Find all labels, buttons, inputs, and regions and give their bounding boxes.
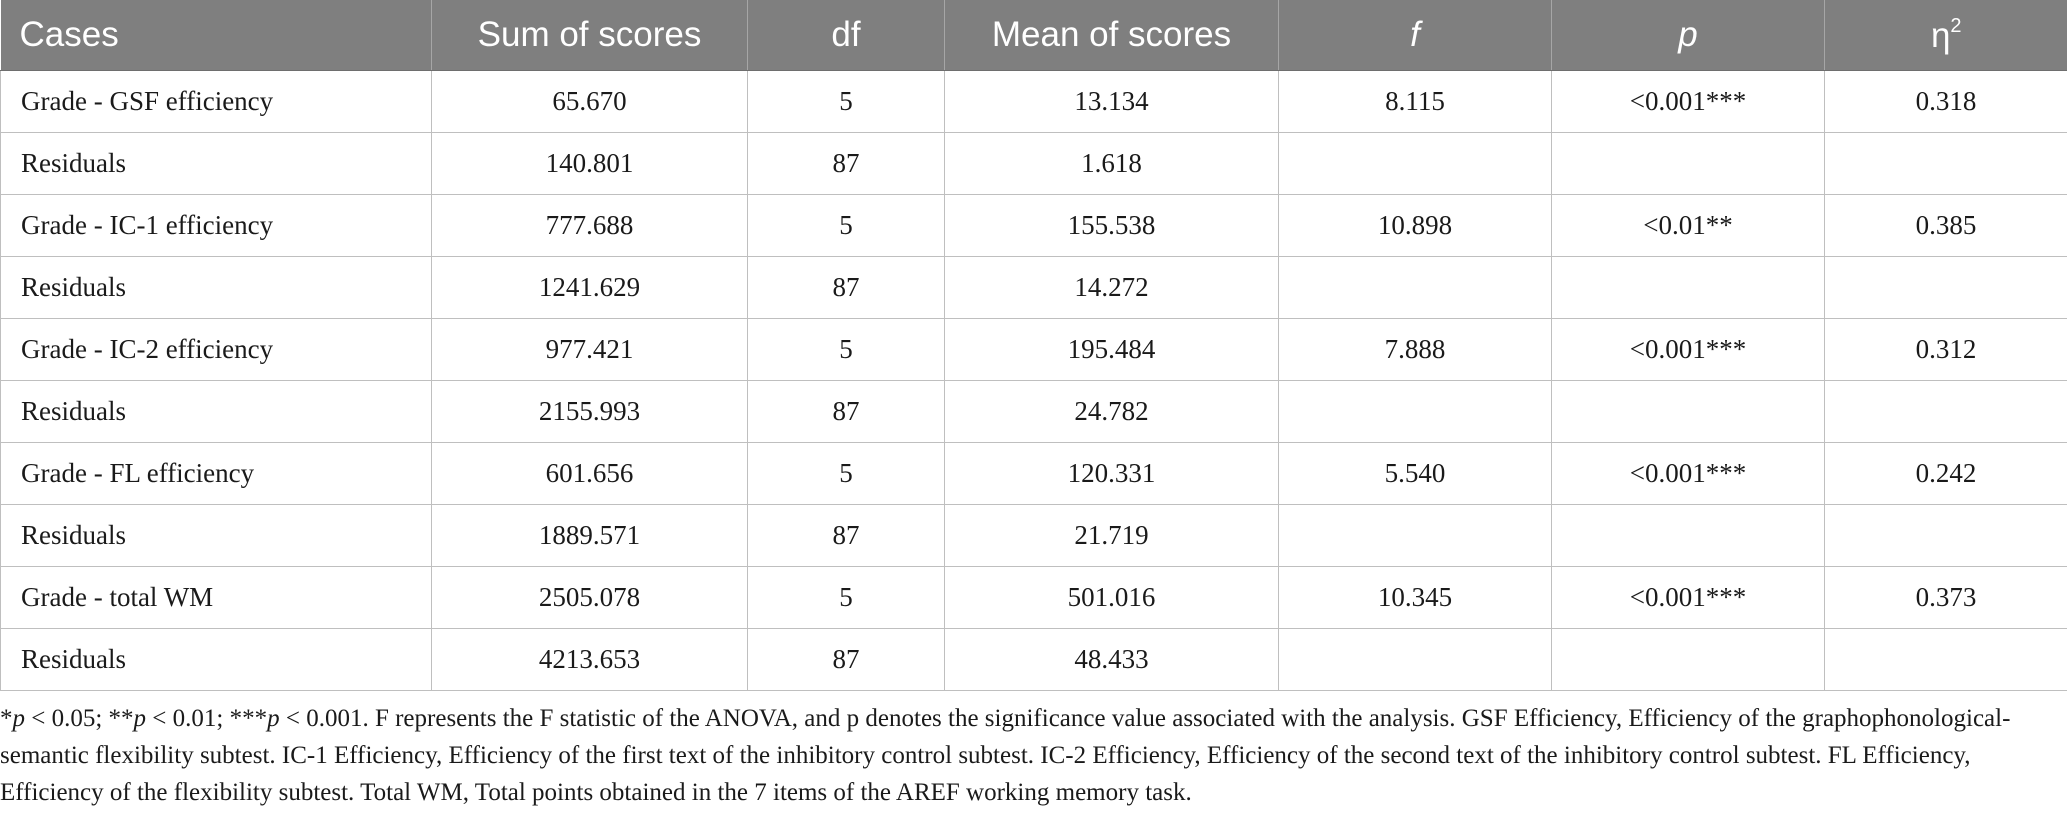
cell-case: Grade - GSF efficiency xyxy=(1,71,432,133)
table-row xyxy=(1,629,2067,691)
cell-p xyxy=(1552,133,1825,195)
cell-eta-squared: 0.242 xyxy=(1825,443,2067,505)
cell-case: Residuals xyxy=(1,257,432,319)
cell-eta-squared: 0.318 xyxy=(1825,71,2067,133)
cell-p xyxy=(1552,505,1825,567)
footnote-text-2: < 0.01; *** xyxy=(146,705,268,732)
table-footnote xyxy=(0,700,2060,811)
cell-p: <0.001*** xyxy=(1552,71,1825,133)
cell-df: 5 xyxy=(748,567,945,629)
cell-df: 87 xyxy=(748,629,945,691)
cell-df: 5 xyxy=(748,195,945,257)
cell-sum-of-scores: 2155.993 xyxy=(432,381,748,443)
cell-f: 8.115 xyxy=(1279,71,1552,133)
footnote-p-2: p xyxy=(133,705,147,732)
cell-f xyxy=(1279,257,1552,319)
header-row xyxy=(1,0,2067,71)
header-eta-squared xyxy=(1825,0,2067,71)
cell-p xyxy=(1552,257,1825,319)
cell-df: 5 xyxy=(748,319,945,381)
table-body xyxy=(1,71,2067,691)
cell-sum-of-scores: 4213.653 xyxy=(432,629,748,691)
header-eta-superscript: 2 xyxy=(1950,14,1962,37)
cell-mean-of-scores: 24.782 xyxy=(945,381,1279,443)
cell-case: Grade - FL efficiency xyxy=(1,443,432,505)
cell-mean-of-scores: 21.719 xyxy=(945,505,1279,567)
cell-case: Grade - total WM xyxy=(1,567,432,629)
cell-case: Grade - IC-2 efficiency xyxy=(1,319,432,381)
cell-f: 7.888 xyxy=(1279,319,1552,381)
header-eta-symbol: η xyxy=(1930,15,1951,55)
cell-sum-of-scores: 65.670 xyxy=(432,71,748,133)
table-row xyxy=(1,443,2067,505)
cell-p: <0.01** xyxy=(1552,195,1825,257)
header-df: df xyxy=(748,0,945,71)
cell-mean-of-scores: 120.331 xyxy=(945,443,1279,505)
cell-sum-of-scores: 1889.571 xyxy=(432,505,748,567)
cell-f xyxy=(1279,381,1552,443)
header-sum-of-scores: Sum of scores xyxy=(432,0,748,71)
cell-eta-squared xyxy=(1825,133,2067,195)
cell-mean-of-scores: 501.016 xyxy=(945,567,1279,629)
table-row xyxy=(1,567,2067,629)
footnote-text-1: < 0.05; ** xyxy=(25,705,134,732)
table-row xyxy=(1,195,2067,257)
table-row xyxy=(1,71,2067,133)
cell-p xyxy=(1552,381,1825,443)
cell-case: Residuals xyxy=(1,505,432,567)
cell-mean-of-scores: 14.272 xyxy=(945,257,1279,319)
cell-sum-of-scores: 2505.078 xyxy=(432,567,748,629)
cell-f: 10.345 xyxy=(1279,567,1552,629)
cell-df: 5 xyxy=(748,71,945,133)
cell-eta-squared xyxy=(1825,505,2067,567)
cell-mean-of-scores: 48.433 xyxy=(945,629,1279,691)
footnote-p-1: p xyxy=(12,705,25,732)
cell-sum-of-scores: 1241.629 xyxy=(432,257,748,319)
cell-mean-of-scores: 155.538 xyxy=(945,195,1279,257)
footnote-star-1: * xyxy=(0,705,13,732)
cell-p: <0.001*** xyxy=(1552,443,1825,505)
footnote-p-3: p xyxy=(267,705,280,732)
footnote-text-3: < 0.001. F represents the F statistic of the ANOVA, and p denotes the significance value associated with the analysis. GSF Efficiency, Efficiency of the graphophonological-semantic flexibility subtest. IC-1 Efficiency, Efficiency of the first text of the inhibitory control subtest. IC-2 Efficiency, Efficiency of the second text of the inhibitory control subtest. FL Efficiency, Efficiency of the flexibility subtest. Total WM, Total points obtained in the 7 items of the AREF working memory task. xyxy=(0,705,2011,806)
cell-case: Residuals xyxy=(1,133,432,195)
cell-f xyxy=(1279,505,1552,567)
cell-eta-squared xyxy=(1825,257,2067,319)
cell-df: 87 xyxy=(748,257,945,319)
cell-p xyxy=(1552,629,1825,691)
header-f: f xyxy=(1279,0,1552,71)
cell-sum-of-scores: 777.688 xyxy=(432,195,748,257)
cell-sum-of-scores: 601.656 xyxy=(432,443,748,505)
cell-eta-squared: 0.312 xyxy=(1825,319,2067,381)
cell-f xyxy=(1279,133,1552,195)
cell-df: 87 xyxy=(748,381,945,443)
cell-sum-of-scores: 140.801 xyxy=(432,133,748,195)
cell-case: Residuals xyxy=(1,381,432,443)
cell-f xyxy=(1279,629,1552,691)
header-p: p xyxy=(1552,0,1825,71)
cell-p: <0.001*** xyxy=(1552,567,1825,629)
cell-mean-of-scores: 1.618 xyxy=(945,133,1279,195)
cell-eta-squared xyxy=(1825,381,2067,443)
cell-p: <0.001*** xyxy=(1552,319,1825,381)
table-row xyxy=(1,319,2067,381)
cell-eta-squared xyxy=(1825,629,2067,691)
header-mean-of-scores: Mean of scores xyxy=(945,0,1279,71)
cell-df: 5 xyxy=(748,443,945,505)
table-row xyxy=(1,133,2067,195)
cell-mean-of-scores: 13.134 xyxy=(945,71,1279,133)
cell-df: 87 xyxy=(748,505,945,567)
table-row xyxy=(1,505,2067,567)
table-row xyxy=(1,257,2067,319)
header-cases: Cases xyxy=(1,0,432,71)
table-row xyxy=(1,381,2067,443)
cell-case: Grade - IC-1 efficiency xyxy=(1,195,432,257)
cell-sum-of-scores: 977.421 xyxy=(432,319,748,381)
cell-case: Residuals xyxy=(1,629,432,691)
cell-f: 5.540 xyxy=(1279,443,1552,505)
cell-f: 10.898 xyxy=(1279,195,1552,257)
cell-eta-squared: 0.385 xyxy=(1825,195,2067,257)
cell-mean-of-scores: 195.484 xyxy=(945,319,1279,381)
cell-df: 87 xyxy=(748,133,945,195)
cell-eta-squared: 0.373 xyxy=(1825,567,2067,629)
